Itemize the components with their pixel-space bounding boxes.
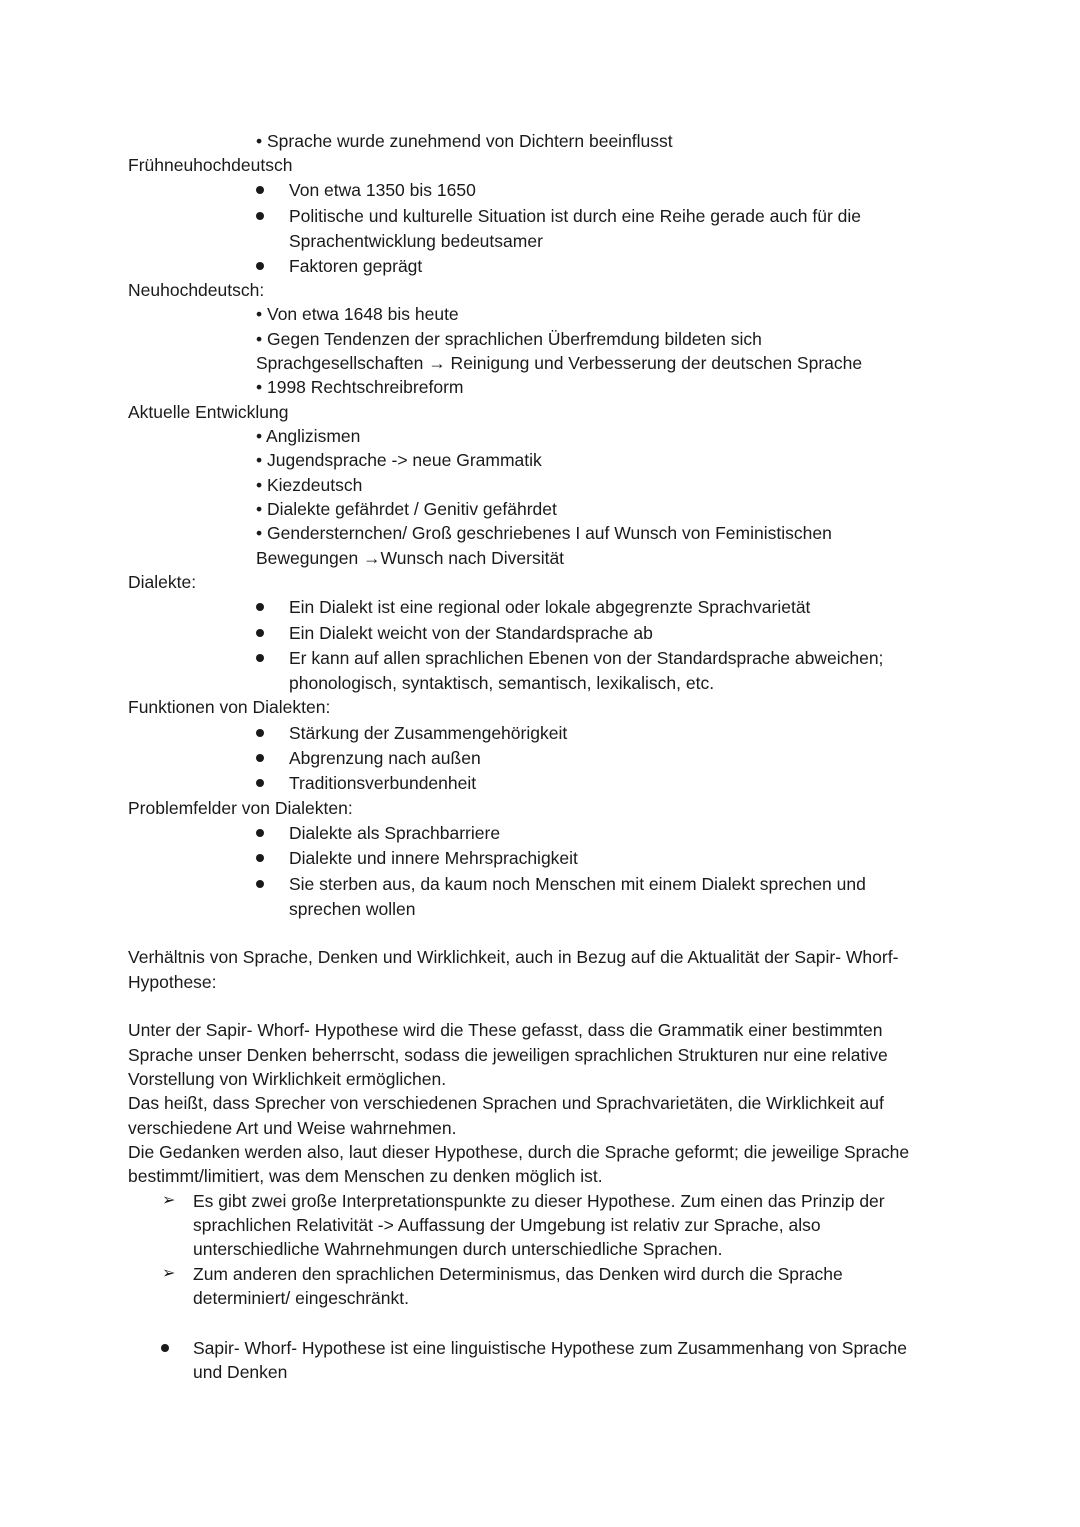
list-item: Zum anderen den sprachlichen Determinismus, das Denken wird durch die Sprache xyxy=(193,1264,843,1284)
list-item: • Gegen Tendenzen der sprachlichen Überfremdung bildeten sich xyxy=(256,329,762,349)
bullet-icon xyxy=(256,729,264,737)
section-heading: Aktuelle Entwicklung xyxy=(128,402,289,422)
paragraph-line: Vorstellung von Wirklichkeit ermöglichen. xyxy=(128,1069,447,1089)
list-item: Bewegungen →Wunsch nach Diversität xyxy=(256,548,565,568)
paragraph-line: bestimmt/limitiert, was dem Menschen zu denken möglich ist. xyxy=(128,1166,603,1186)
bullet-icon xyxy=(161,1344,169,1352)
list-item: und Denken xyxy=(193,1362,288,1382)
section-heading: Neuhochdeutsch: xyxy=(128,280,265,300)
list-item: determiniert/ eingeschränkt. xyxy=(193,1288,409,1308)
bullet-icon xyxy=(256,654,264,662)
bullet-icon xyxy=(256,629,264,637)
list-item: Stärkung der Zusammengehörigkeit xyxy=(289,723,568,743)
bullet-icon xyxy=(256,754,264,762)
arrow-bullet-icon: ➢ xyxy=(162,1265,176,1282)
bullet-icon xyxy=(256,262,264,270)
list-item: Traditionsverbundenheit xyxy=(289,773,477,793)
list-item: sprachlichen Relativität -> Auffassung der Umgebung ist relativ zur Sprache, also xyxy=(193,1215,821,1235)
list-item: • Kiezdeutsch xyxy=(256,475,363,495)
paragraph-line: Die Gedanken werden also, laut dieser Hypothese, durch die Sprache geformt; die jeweilige Sprache xyxy=(128,1142,910,1162)
bullet-icon xyxy=(256,829,264,837)
bullet-icon xyxy=(256,212,264,220)
list-item: Sapir- Whorf- Hypothese ist eine linguistische Hypothese zum Zusammenhang von Sprache xyxy=(193,1338,907,1358)
list-item: Er kann auf allen sprachlichen Ebenen von der Standardsprache abweichen; xyxy=(289,648,884,668)
paragraph-line: Sprache unser Denken beherrscht, sodass die jeweiligen sprachlichen Strukturen nur eine relative xyxy=(128,1045,888,1065)
list-item: • Gendersternchen/ Groß geschriebenes I auf Wunsch von Feministischen xyxy=(256,523,832,543)
list-item: Es gibt zwei große Interpretationspunkte zu dieser Hypothese. Zum einen das Prinzip der xyxy=(193,1191,885,1211)
bullet-icon xyxy=(256,779,264,787)
list-item: • Von etwa 1648 bis heute xyxy=(256,304,459,324)
paragraph-line: Das heißt, dass Sprecher von verschiedenen Sprachen und Sprachvarietäten, die Wirklichkeit auf xyxy=(128,1093,884,1113)
list-item: Dialekte und innere Mehrsprachigkeit xyxy=(289,848,578,868)
section-heading: Dialekte: xyxy=(128,572,197,592)
list-item: Sprachentwicklung bedeutsamer xyxy=(289,231,543,251)
list-item: Faktoren geprägt xyxy=(289,256,423,276)
list-item: unterschiedliche Wahrnehmungen durch unterschiedliche Sprachen. xyxy=(193,1239,723,1259)
list-item: Ein Dialekt ist eine regional oder lokale abgegrenzte Sprachvarietät xyxy=(289,597,811,617)
list-item: • Anglizismen xyxy=(256,426,361,446)
bullet-icon xyxy=(256,880,264,888)
section-heading: Frühneuhochdeutsch xyxy=(128,155,293,175)
list-item: • 1998 Rechtschreibreform xyxy=(256,377,464,397)
list-item: phonologisch, syntaktisch, semantisch, lexikalisch, etc. xyxy=(289,673,715,693)
section-heading: Funktionen von Dialekten: xyxy=(128,697,331,717)
list-item: Abgrenzung nach außen xyxy=(289,748,481,768)
list-item: Sprachgesellschaften → Reinigung und Verbesserung der deutschen Sprache xyxy=(256,353,863,373)
list-item: Politische und kulturelle Situation ist durch eine Reihe gerade auch für die xyxy=(289,206,862,226)
section-heading: Problemfelder von Dialekten: xyxy=(128,798,353,818)
list-item: • Jugendsprache -> neue Grammatik xyxy=(256,450,542,470)
paragraph-line: Unter der Sapir- Whorf- Hypothese wird die These gefasst, dass die Grammatik einer bestimmten xyxy=(128,1020,883,1040)
arrow-bullet-icon: ➢ xyxy=(162,1192,176,1209)
bullet-icon xyxy=(256,186,264,194)
list-item: Von etwa 1350 bis 1650 xyxy=(289,180,476,200)
list-item: Dialekte als Sprachbarriere xyxy=(289,823,501,843)
bullet-icon xyxy=(256,603,264,611)
list-item: sprechen wollen xyxy=(289,899,416,919)
section-heading: Verhältnis von Sprache, Denken und Wirklichkeit, auch in Bezug auf die Aktualität der Sapir- Whorf- xyxy=(128,947,899,967)
bullet-icon xyxy=(256,854,264,862)
list-item: Ein Dialekt weicht von der Standardsprache ab xyxy=(289,623,653,643)
list-item: Sie sterben aus, da kaum noch Menschen mit einem Dialekt sprechen und xyxy=(289,874,866,894)
paragraph-line: verschiedene Art und Weise wahrnehmen. xyxy=(128,1118,457,1138)
text-line: • Sprache wurde zunehmend von Dichtern beeinflusst xyxy=(256,131,673,151)
section-heading: Hypothese: xyxy=(128,972,217,992)
list-item: • Dialekte gefährdet / Genitiv gefährdet xyxy=(256,499,557,519)
